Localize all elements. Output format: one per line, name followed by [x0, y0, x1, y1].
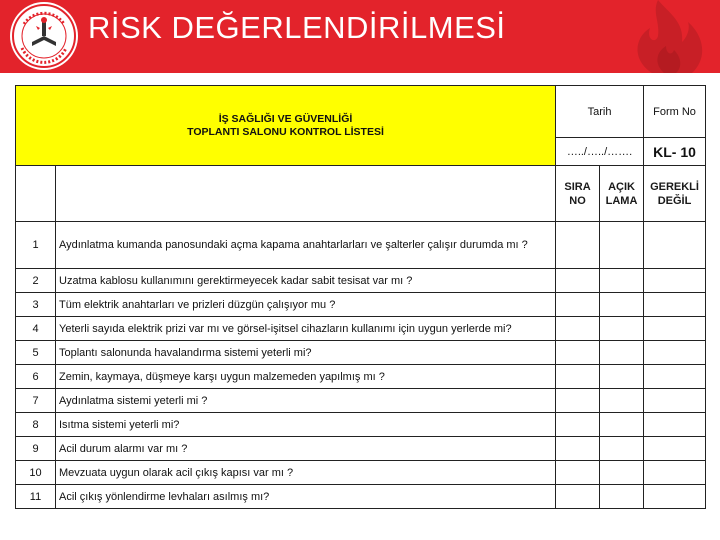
meb-logo [10, 2, 78, 70]
answer-gerekli-degil-cell[interactable] [644, 341, 706, 365]
answer-sira-cell[interactable] [556, 222, 600, 269]
header-banner [0, 0, 720, 73]
row-number: 6 [16, 365, 56, 389]
row-number: 5 [16, 341, 56, 365]
answer-sira-cell[interactable] [556, 365, 600, 389]
answer-aciklama-cell[interactable] [600, 293, 644, 317]
table-row [16, 317, 706, 341]
col-sira-no: SIRA NO [556, 166, 600, 222]
answer-gerekli-degil-cell[interactable] [644, 485, 706, 509]
row-question: Aydınlatma kumanda panosundaki açma kapama anahtarlarları ve şalterler çalışır durumda mı ? [56, 222, 556, 269]
table-row [16, 269, 706, 293]
answer-sira-cell[interactable] [556, 269, 600, 293]
answer-aciklama-cell[interactable] [600, 437, 644, 461]
answer-sira-cell[interactable] [556, 485, 600, 509]
answer-sira-cell[interactable] [556, 389, 600, 413]
row-number: 1 [16, 222, 56, 269]
answer-gerekli-degil-cell[interactable] [644, 413, 706, 437]
answer-sira-cell[interactable] [556, 413, 600, 437]
answer-aciklama-cell[interactable] [600, 461, 644, 485]
col-gerekli-degil: GEREKLİ DEĞİL [644, 166, 706, 222]
row-question: Acil çıkış yönlendirme levhaları asılmış mı? [56, 485, 556, 509]
answer-gerekli-degil-cell[interactable] [644, 437, 706, 461]
answer-aciklama-cell[interactable] [600, 413, 644, 437]
table-row [16, 413, 706, 437]
form-no-value: KL- 10 [644, 138, 706, 166]
table-row [16, 222, 706, 269]
answer-sira-cell[interactable] [556, 341, 600, 365]
page-title: RİSK DEĞERLENDİRİLMESİ [88, 10, 506, 45]
answer-sira-cell[interactable] [556, 317, 600, 341]
form-title-cell [16, 86, 556, 166]
answer-aciklama-cell[interactable] [600, 365, 644, 389]
date-label: Tarih [556, 86, 644, 138]
answer-gerekli-degil-cell[interactable] [644, 293, 706, 317]
answer-aciklama-cell[interactable] [600, 485, 644, 509]
answer-aciklama-cell[interactable] [600, 222, 644, 269]
row-number: 11 [16, 485, 56, 509]
form-no-label: Form No [644, 86, 706, 138]
answer-gerekli-degil-cell[interactable] [644, 389, 706, 413]
question-header-cell [56, 166, 556, 222]
row-question: Acil durum alarmı var mı ? [56, 437, 556, 461]
flame-icon [612, 0, 720, 73]
answer-gerekli-degil-cell[interactable] [644, 365, 706, 389]
answer-sira-cell[interactable] [556, 437, 600, 461]
row-question: Yeterli sayıda elektrik prizi var mı ve görsel-işitsel cihazların kullanımı için uygun yerlerde mi? [56, 317, 556, 341]
table-row [16, 461, 706, 485]
row-question: Zemin, kaymaya, düşmeye karşı uygun malzemeden yapılmış mı ? [56, 365, 556, 389]
answer-gerekli-degil-cell[interactable] [644, 317, 706, 341]
table-row [16, 293, 706, 317]
table-row [16, 485, 706, 509]
table-row [16, 437, 706, 461]
form-title-line1: İŞ SAĞLIĞI VE GÜVENLİĞİ [218, 112, 353, 125]
table-row [16, 389, 706, 413]
row-question: Mevzuata uygun olarak acil çıkış kapısı var mı ? [56, 461, 556, 485]
form-title-line2: TOPLANTI SALONU KONTROL LİSTESİ [187, 125, 384, 138]
row-number: 4 [16, 317, 56, 341]
answer-sira-cell[interactable] [556, 461, 600, 485]
row-number: 7 [16, 389, 56, 413]
row-number: 10 [16, 461, 56, 485]
row-number: 8 [16, 413, 56, 437]
row-question: Uzatma kablosu kullanımını gerektirmeyecek kadar sabit tesisat var mı ? [56, 269, 556, 293]
date-field[interactable]: …../…../……. [556, 138, 644, 166]
row-question: Tüm elektrik anahtarları ve prizleri düzgün çalışıyor mu ? [56, 293, 556, 317]
answer-gerekli-degil-cell[interactable] [644, 222, 706, 269]
row-number: 2 [16, 269, 56, 293]
answer-gerekli-degil-cell[interactable] [644, 461, 706, 485]
row-question: Toplantı salonunda havalandırma sistemi yeterli mi? [56, 341, 556, 365]
table-row [16, 365, 706, 389]
checklist-table [15, 85, 706, 509]
row-question: Isıtma sistemi yeterli mi? [56, 413, 556, 437]
corner-cell [16, 166, 56, 222]
answer-aciklama-cell[interactable] [600, 341, 644, 365]
answer-sira-cell[interactable] [556, 293, 600, 317]
row-question: Aydınlatma sistemi yeterli mi ? [56, 389, 556, 413]
table-row [16, 341, 706, 365]
answer-aciklama-cell[interactable] [600, 389, 644, 413]
answer-aciklama-cell[interactable] [600, 269, 644, 293]
row-number: 3 [16, 293, 56, 317]
answer-gerekli-degil-cell[interactable] [644, 269, 706, 293]
row-number: 9 [16, 437, 56, 461]
answer-aciklama-cell[interactable] [600, 317, 644, 341]
col-aciklama: AÇIK LAMA [600, 166, 644, 222]
